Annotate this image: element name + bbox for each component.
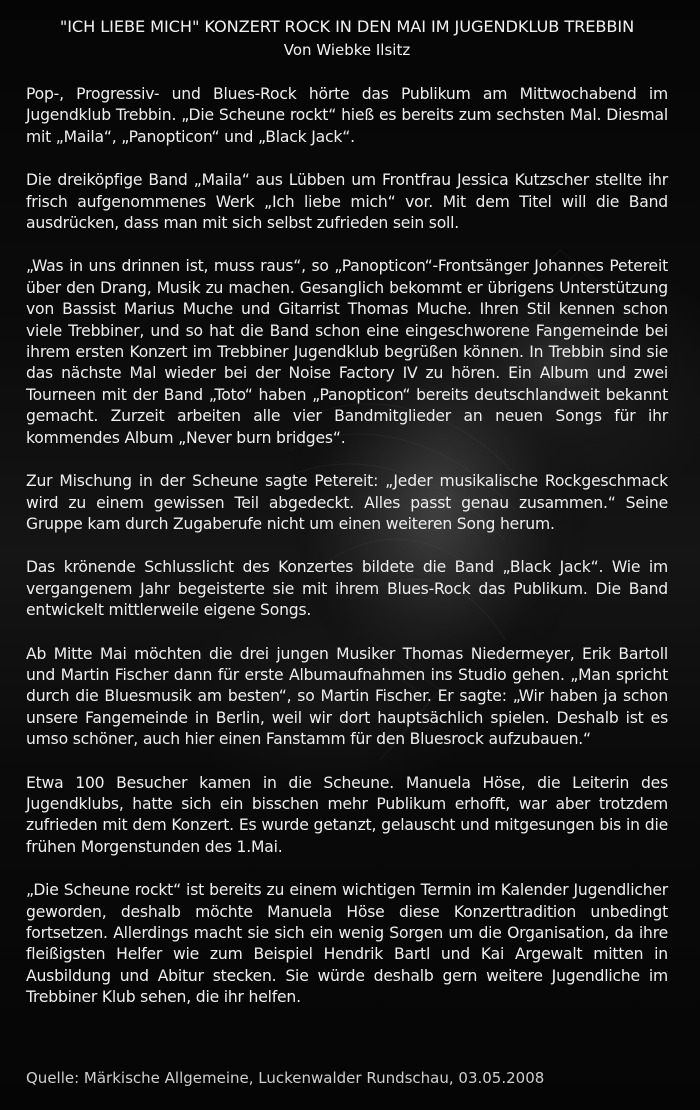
source-citation: Quelle: Märkische Allgemeine, Luckenwalder Rundschau, 03.05.2008 xyxy=(26,1069,545,1087)
article xyxy=(26,16,668,1031)
paragraph-7: Etwa 100 Besucher kamen in die Scheune. Manuela Höse, die Leiterin des Jugendklubs, hatte sich ein bisschen mehr Publikum erhofft, war aber trotzdem zufrieden mit dem Konzert. Es wurde getanzt, gelauscht und mitgesungen bis in die frühen Morgenstunden des 1.Mai. xyxy=(26,773,668,856)
article-title: "ICH LIEBE MICH" KONZERT ROCK IN DEN MAI IM JUGENDKLUB TREBBIN xyxy=(59,17,635,36)
paragraph-3: „Was in uns drinnen ist, muss raus“, so „Panopticon“-Frontsänger Johannes Petereit über den Drang, Musik zu machen. Gesanglich bekommt er übrigens Unterstützung von Bassist Marius Muche und Gitarrist Thomas Muche. Ihren Stil kennen schon viele Trebbiner, und so hat die Band schon eine eingeschworene Fangemeinde bei ihrem ersten Konzert im Trebbiner Jugendklub begrüßen können. In Trebbin sind sie das nächste Mal wieder bei der Noise Factory IV zu hören. Ein Album und zwei Tourneen mit der Band „Toto“ haben „Panopticon“ bereits deutschlandweit bekannt gemacht. Zurzeit arbeiten alle vier Bandmitglieder an neuen Songs für ihr kommendes Album „Never burn bridges“. xyxy=(26,257,668,447)
paragraph-1: Pop-, Progressiv- und Blues-Rock hörte das Publikum am Mittwochabend im Jugendklub Trebbin. „Die Scheune rockt“ hieß es bereits zum sechsten Mal. Diesmal mit „Maila“, „Panopticon“ und „Black Jack“. xyxy=(26,85,668,146)
paragraph-5: Das krönende Schlusslicht des Konzertes bildete die Band „Black Jack“. Wie im vergangenem Jahr begeisterte sie mit ihrem Blues-Rock das Publikum. Die Band entwickelt mittlerweile eigene Songs. xyxy=(26,558,668,620)
paragraph-4: Zur Mischung in der Scheune sagte Petereit: „Jeder musikalische Rockgeschmack wird zu einem gewissen Teil abgedeckt. Alles passt genau zusammen.“ Seine Gruppe kam durch Zugaberufe nicht um einen weiteren Song herum. xyxy=(26,472,668,533)
paragraph-8: „Die Scheune rockt“ ist bereits zu einem wichtigen Termin im Kalender Jugendlicher geworden, deshalb möchte Manuela Höse diese Konzerttradition unbedingt fortsetzen. Allerdings macht sie sich ein wenig Sorgen um die Organisation, da ihre fleißigsten Helfer wie zum Beispiel Hendrik Bartl und Kai Argewalt mitten in Ausbildung und Abitur stecken. Sie würde deshalb gern weitere Jugendliche im Trebbiner Klub sehen, die ihr helfen. xyxy=(26,881,668,1007)
paragraph-6: Ab Mitte Mai möchten die drei jungen Musiker Thomas Niedermeyer, Erik Bartoll und Martin Fischer dann für erste Albumaufnahmen ins Studio gehen. „Man spricht durch die Bluesmusik am besten“, so Martin Fischer. Er sagte: „Wir haben ja schon unsere Fangemeinde in Berlin, weil wir dort hauptsächlich spielen. Deshalb ist es umso schöner, auch hier einen Fanstamm für den Bluesrock aufzubauen.“ xyxy=(26,644,668,749)
paragraph-2: Die dreiköpfige Band „Maila“ aus Lübben um Frontfrau Jessica Kutzscher stellte ihr frisch aufgenommenes Werk „Ich liebe mich“ vor. Mit dem Titel will die Band ausdrücken, dass man mit sich selbst zufrieden sein soll. xyxy=(26,171,668,233)
article-author: Von Wiebke Ilsitz xyxy=(283,41,411,59)
article-body xyxy=(26,84,668,1009)
